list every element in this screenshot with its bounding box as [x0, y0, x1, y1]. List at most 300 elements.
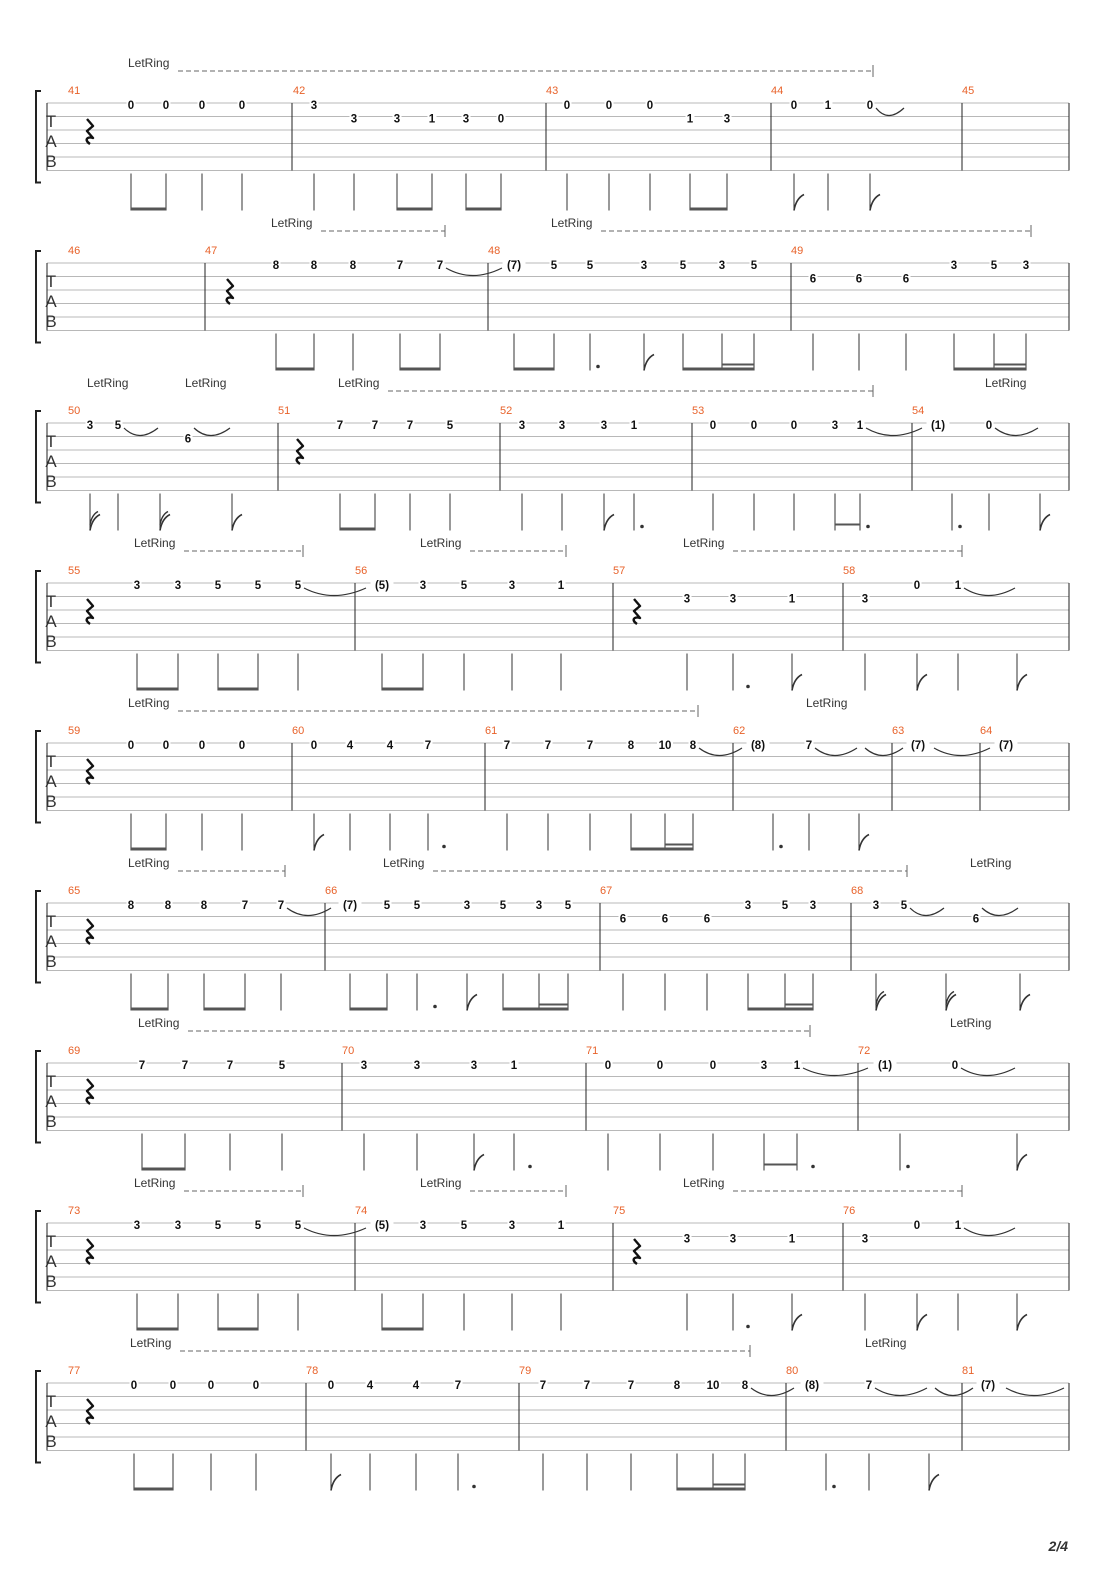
quarter-rest [87, 599, 93, 624]
let-ring-label: LetRing [970, 856, 1012, 870]
fret-number: 8 [310, 260, 318, 272]
system-bracket [36, 1211, 41, 1303]
quarter-rest [634, 1239, 640, 1264]
beam [954, 368, 1026, 371]
duration-dot [811, 1165, 815, 1169]
note-flag [604, 515, 614, 531]
fret-number: 5 [990, 260, 998, 272]
note-flag [946, 992, 954, 1005]
fret-number: 1 [788, 1233, 796, 1246]
beam [400, 368, 440, 371]
fret-number: 3 [872, 900, 880, 912]
quarter-rest [297, 439, 303, 464]
fret-number: 7 [336, 420, 344, 432]
fret-number: 0 [127, 740, 135, 752]
fret-number: 0 [198, 740, 206, 752]
quarter-rest [87, 1079, 93, 1104]
fret-number: 0 [327, 1380, 335, 1392]
fret-number: 3 [718, 260, 726, 272]
fret-number: 5 [254, 580, 262, 592]
fret-number: (5) [374, 1220, 390, 1232]
measure-number: 63 [892, 725, 905, 737]
fret-number: 3 [729, 1233, 737, 1246]
note-flag [929, 1475, 939, 1491]
measure-number: 59 [68, 725, 81, 737]
page-number: 2/4 [1048, 1538, 1068, 1554]
beam [137, 1328, 178, 1331]
fret-number: 0 [790, 100, 798, 112]
beam [466, 208, 501, 211]
tie [304, 588, 366, 596]
fret-number: 7 [503, 740, 511, 752]
measure-number: 74 [355, 1205, 368, 1217]
system-bracket [36, 91, 41, 183]
tie [875, 1388, 927, 1396]
fret-number: 6 [703, 913, 711, 926]
measure-number: 76 [843, 1205, 856, 1217]
beam [722, 364, 754, 366]
note-flag [792, 1315, 802, 1331]
fret-number: 1 [954, 1220, 962, 1232]
measure-number: 45 [962, 85, 975, 97]
tie [699, 748, 742, 756]
let-ring-label: LetRing [950, 1016, 992, 1030]
let-ring-label: LetRing [338, 376, 380, 390]
fret-number: 7 [241, 900, 249, 912]
fret-number: 1 [793, 1060, 801, 1072]
let-ring-label: LetRing [683, 1176, 725, 1190]
tab-clef-letter: A [45, 452, 57, 471]
tie [964, 1228, 1015, 1236]
beam [835, 524, 860, 526]
fret-number: 0 [127, 100, 135, 112]
fret-number: 3 [831, 420, 839, 432]
duration-dot [433, 1005, 437, 1009]
fret-number: 4 [346, 740, 354, 752]
tab-clef-letter: B [45, 472, 57, 491]
fret-number: (7) [980, 1380, 996, 1392]
system-bracket [36, 1051, 41, 1143]
fret-number: 1 [557, 580, 565, 592]
fret-number: 6 [972, 913, 980, 926]
tab-system [36, 696, 1069, 851]
tie [304, 1228, 366, 1236]
measure-number: 65 [68, 885, 81, 897]
measure-number: 44 [771, 85, 784, 97]
fret-number: (7) [506, 260, 522, 272]
tie [961, 1068, 1015, 1076]
duration-dot [442, 845, 446, 849]
quarter-rest [87, 119, 93, 144]
duration-dot [472, 1485, 476, 1489]
note-flag [1020, 995, 1030, 1011]
fret-number: 8 [349, 260, 357, 272]
tie [935, 1388, 973, 1396]
tab-clef-letter: T [45, 112, 57, 131]
tie [995, 428, 1038, 436]
beam [665, 844, 693, 846]
note-flag [90, 515, 100, 531]
fret-number: 0 [604, 1060, 612, 1072]
note-flag [876, 995, 886, 1011]
fret-number: 3 [508, 1220, 516, 1232]
fret-number: 6 [809, 273, 817, 286]
let-ring-label: LetRing [683, 536, 725, 550]
quarter-rest [87, 1399, 93, 1424]
fret-number: 3 [729, 593, 737, 606]
measure-number: 78 [306, 1365, 319, 1377]
fret-number: 3 [518, 420, 526, 432]
fret-number: 8 [627, 740, 635, 752]
tie [446, 268, 502, 276]
fret-number: 7 [805, 740, 813, 752]
fret-number: 5 [460, 1220, 468, 1232]
let-ring-label: LetRing [87, 376, 129, 390]
fret-number: 0 [198, 100, 206, 112]
fret-number: 3 [413, 1060, 421, 1072]
tab-clef-letter: B [45, 1432, 57, 1451]
fret-number: 0 [750, 420, 758, 432]
tab-clef-letter: A [45, 132, 57, 151]
let-ring-label: LetRing [128, 856, 170, 870]
fret-number: 4 [386, 740, 394, 752]
note-flag [1017, 1315, 1027, 1331]
fret-number: 0 [605, 100, 613, 112]
tab-clef-letter: B [45, 632, 57, 651]
let-ring-label: LetRing [128, 696, 170, 710]
fret-number: 6 [902, 273, 910, 286]
let-ring-label: LetRing [130, 1336, 172, 1350]
fret-number: 5 [413, 900, 421, 912]
duration-dot [746, 685, 750, 689]
measure-number: 43 [546, 85, 559, 97]
tab-clef-letter: T [45, 912, 57, 931]
measure-number: 41 [68, 85, 81, 97]
tab-clef-letter: B [45, 952, 57, 971]
fret-number: 3 [683, 593, 691, 606]
beam [204, 1008, 245, 1011]
fret-number: 0 [310, 740, 318, 752]
beam [131, 848, 166, 851]
note-flag [474, 1155, 484, 1171]
fret-number: 0 [646, 100, 654, 112]
tab-clef-letter: A [45, 1412, 57, 1431]
let-ring-label: LetRing [138, 1016, 180, 1030]
measure-number: 68 [851, 885, 864, 897]
fret-number: 5 [383, 900, 391, 912]
fret-number: 8 [127, 900, 135, 912]
measure-number: 56 [355, 565, 368, 577]
fret-number: 0 [207, 1380, 215, 1392]
beam [677, 1488, 745, 1491]
fret-number: 0 [790, 420, 798, 432]
fret-number: 0 [951, 1060, 959, 1072]
duration-dot [866, 525, 870, 529]
note-flag [1017, 1155, 1027, 1171]
quarter-rest [634, 599, 640, 624]
duration-dot [779, 845, 783, 849]
note-flag [859, 835, 869, 851]
measure-number: 79 [519, 1365, 532, 1377]
beam [382, 1328, 423, 1331]
fret-number: 1 [788, 593, 796, 606]
note-flag [160, 512, 168, 525]
note-flag [794, 195, 804, 211]
tab-clef-letter: T [45, 1072, 57, 1091]
let-ring-label: LetRing [551, 216, 593, 230]
fret-number: 1 [428, 113, 436, 126]
fret-number: 6 [619, 913, 627, 926]
beam [382, 688, 423, 691]
fret-number: 0 [162, 740, 170, 752]
tab-clef-letter: A [45, 1092, 57, 1111]
measure-number: 51 [278, 405, 291, 417]
fret-number: 7 [424, 740, 432, 752]
measure-number: 70 [342, 1045, 355, 1057]
fret-number: 3 [360, 1060, 368, 1072]
fret-number: 10 [706, 1380, 720, 1392]
beam [218, 1328, 258, 1331]
note-flag [1017, 675, 1027, 691]
system-bracket [36, 251, 41, 343]
let-ring-label: LetRing [134, 536, 176, 550]
measure-number: 61 [485, 725, 498, 737]
beam [131, 1008, 168, 1011]
fret-number: 7 [396, 260, 404, 272]
tab-clef-letter: T [45, 1232, 57, 1251]
tie [815, 748, 857, 756]
duration-dot [832, 1485, 836, 1489]
system-bracket [36, 571, 41, 663]
note-flag [917, 675, 927, 691]
fret-number: (8) [804, 1380, 820, 1392]
note-flag [90, 512, 98, 525]
fret-number: (7) [342, 900, 358, 912]
beam [514, 368, 554, 371]
duration-dot [640, 525, 644, 529]
duration-dot [746, 1325, 750, 1329]
measure-number: 72 [858, 1045, 871, 1057]
fret-number: 5 [294, 580, 302, 592]
note-flag [160, 515, 170, 531]
fret-number: 10 [658, 740, 672, 752]
system-bracket [36, 731, 41, 823]
let-ring-label: LetRing [985, 376, 1027, 390]
fret-number: 3 [723, 113, 731, 126]
system-bracket [36, 1371, 41, 1463]
tab-clef-letter: A [45, 932, 57, 951]
let-ring-label: LetRing [420, 1176, 462, 1190]
fret-number: 5 [254, 1220, 262, 1232]
measure-number: 46 [68, 245, 81, 257]
fret-number: 7 [436, 260, 444, 272]
fret-number: 3 [950, 260, 958, 272]
system-bracket [36, 411, 41, 503]
measure-number: 42 [293, 85, 306, 97]
tab-clef-letter: B [45, 312, 57, 331]
fret-number: 5 [114, 420, 122, 432]
fret-number: 0 [656, 1060, 664, 1072]
measure-number: 67 [600, 885, 613, 897]
fret-number: 1 [954, 580, 962, 592]
beam [142, 1168, 185, 1171]
tab-clef-letter: T [45, 752, 57, 771]
fret-number: 7 [865, 1380, 873, 1392]
fret-number: 3 [462, 113, 470, 126]
beam [764, 1164, 797, 1166]
tab-clef-letter: T [45, 592, 57, 611]
fret-number: 7 [138, 1060, 146, 1072]
measure-number: 58 [843, 565, 856, 577]
fret-number: 3 [861, 593, 869, 606]
duration-dot [958, 525, 962, 529]
tab-clef-letter: B [45, 1272, 57, 1291]
fret-number: 7 [583, 1380, 591, 1392]
tie [876, 108, 904, 116]
fret-number: 3 [463, 900, 471, 912]
tie [124, 428, 158, 436]
let-ring-label: LetRing [134, 1176, 176, 1190]
tab-system [36, 376, 1069, 531]
fret-number: 5 [294, 1220, 302, 1232]
fret-number: 0 [709, 420, 717, 432]
fret-number: 7 [226, 1060, 234, 1072]
fret-number: 7 [371, 420, 379, 432]
measure-number: 54 [912, 405, 925, 417]
let-ring-label: LetRing [383, 856, 425, 870]
let-ring-label: LetRing [865, 1336, 907, 1350]
let-ring-label: LetRing [271, 216, 313, 230]
fret-number: 3 [133, 1220, 141, 1232]
fret-number: 5 [586, 260, 594, 272]
fret-number: 8 [272, 260, 280, 272]
beam [397, 208, 432, 211]
tab-clef-letter: A [45, 292, 57, 311]
note-flag [1040, 515, 1050, 531]
beam [276, 368, 314, 371]
fret-number: 3 [393, 113, 401, 126]
fret-number: 0 [162, 100, 170, 112]
fret-number: 7 [406, 420, 414, 432]
measure-number: 52 [500, 405, 513, 417]
fret-number: 7 [277, 900, 285, 912]
note-flag [946, 995, 956, 1011]
fret-number: 5 [900, 900, 908, 912]
beam [350, 1008, 387, 1011]
fret-number: 3 [600, 420, 608, 432]
tab-system [36, 216, 1069, 371]
fret-number: 8 [741, 1380, 749, 1392]
fret-number: 3 [174, 580, 182, 592]
fret-number: (8) [750, 740, 766, 752]
fret-number: (7) [910, 740, 926, 752]
measure-number: 50 [68, 405, 81, 417]
measure-number: 55 [68, 565, 81, 577]
fret-number: 1 [824, 100, 832, 112]
fret-number: 0 [913, 580, 921, 592]
fret-number: 3 [640, 260, 648, 272]
tab-clef-letter: T [45, 432, 57, 451]
fret-number: 5 [214, 1220, 222, 1232]
quarter-rest [87, 919, 93, 944]
fret-number: 8 [200, 900, 208, 912]
note-flag [917, 1315, 927, 1331]
measure-number: 80 [786, 1365, 799, 1377]
fret-number: 0 [563, 100, 571, 112]
fret-number: 0 [866, 100, 874, 112]
measure-number: 73 [68, 1205, 81, 1217]
beam [748, 1008, 813, 1011]
quarter-rest [87, 1239, 93, 1264]
fret-number: 0 [985, 420, 993, 432]
beam [218, 688, 258, 691]
tab-clef-letter: A [45, 772, 57, 791]
fret-number: 8 [164, 900, 172, 912]
fret-number: 3 [508, 580, 516, 592]
measure-number: 53 [692, 405, 705, 417]
duration-dot [596, 365, 600, 369]
tab-clef-letter: T [45, 272, 57, 291]
measure-number: 47 [205, 245, 218, 257]
fret-number: (1) [930, 420, 946, 432]
fret-number: 3 [419, 1220, 427, 1232]
duration-dot [528, 1165, 532, 1169]
fret-number: 3 [683, 1233, 691, 1246]
tab-system [36, 536, 1069, 691]
fret-number: 7 [539, 1380, 547, 1392]
fret-number: 1 [510, 1060, 518, 1072]
tie [982, 908, 1018, 916]
fret-number: 3 [861, 1233, 869, 1246]
tie [934, 748, 990, 756]
tie [964, 588, 1015, 596]
beam [131, 208, 166, 211]
fret-number: 0 [252, 1380, 260, 1392]
tab-system [36, 856, 1069, 1011]
beam [134, 1488, 173, 1491]
fret-number: 3 [86, 420, 94, 432]
beam [340, 528, 375, 531]
fret-number: 0 [169, 1380, 177, 1392]
fret-number: 5 [446, 420, 454, 432]
tab-system [36, 1336, 1069, 1491]
tie [866, 428, 922, 436]
fret-number: 1 [630, 420, 638, 432]
quarter-rest [87, 759, 93, 784]
tab-system [36, 1176, 1069, 1331]
beam [713, 1484, 745, 1486]
measure-number: 77 [68, 1365, 81, 1377]
tab-system [36, 56, 1069, 211]
fret-number: 5 [550, 260, 558, 272]
fret-number: 3 [350, 113, 358, 126]
fret-number: 3 [744, 900, 752, 912]
fret-number: 6 [661, 913, 669, 926]
tab-clef-letter: B [45, 152, 57, 171]
fret-number: 6 [184, 433, 192, 446]
fret-number: 0 [497, 113, 505, 126]
measure-number: 66 [325, 885, 338, 897]
note-flag [314, 835, 324, 851]
fret-number: 3 [419, 580, 427, 592]
fret-number: 5 [781, 900, 789, 912]
tab-clef-letter: T [45, 1392, 57, 1411]
fret-number: 3 [133, 580, 141, 592]
beam [137, 688, 178, 691]
fret-number: 8 [673, 1380, 681, 1392]
fret-number: 3 [809, 900, 817, 912]
fret-number: 5 [499, 900, 507, 912]
